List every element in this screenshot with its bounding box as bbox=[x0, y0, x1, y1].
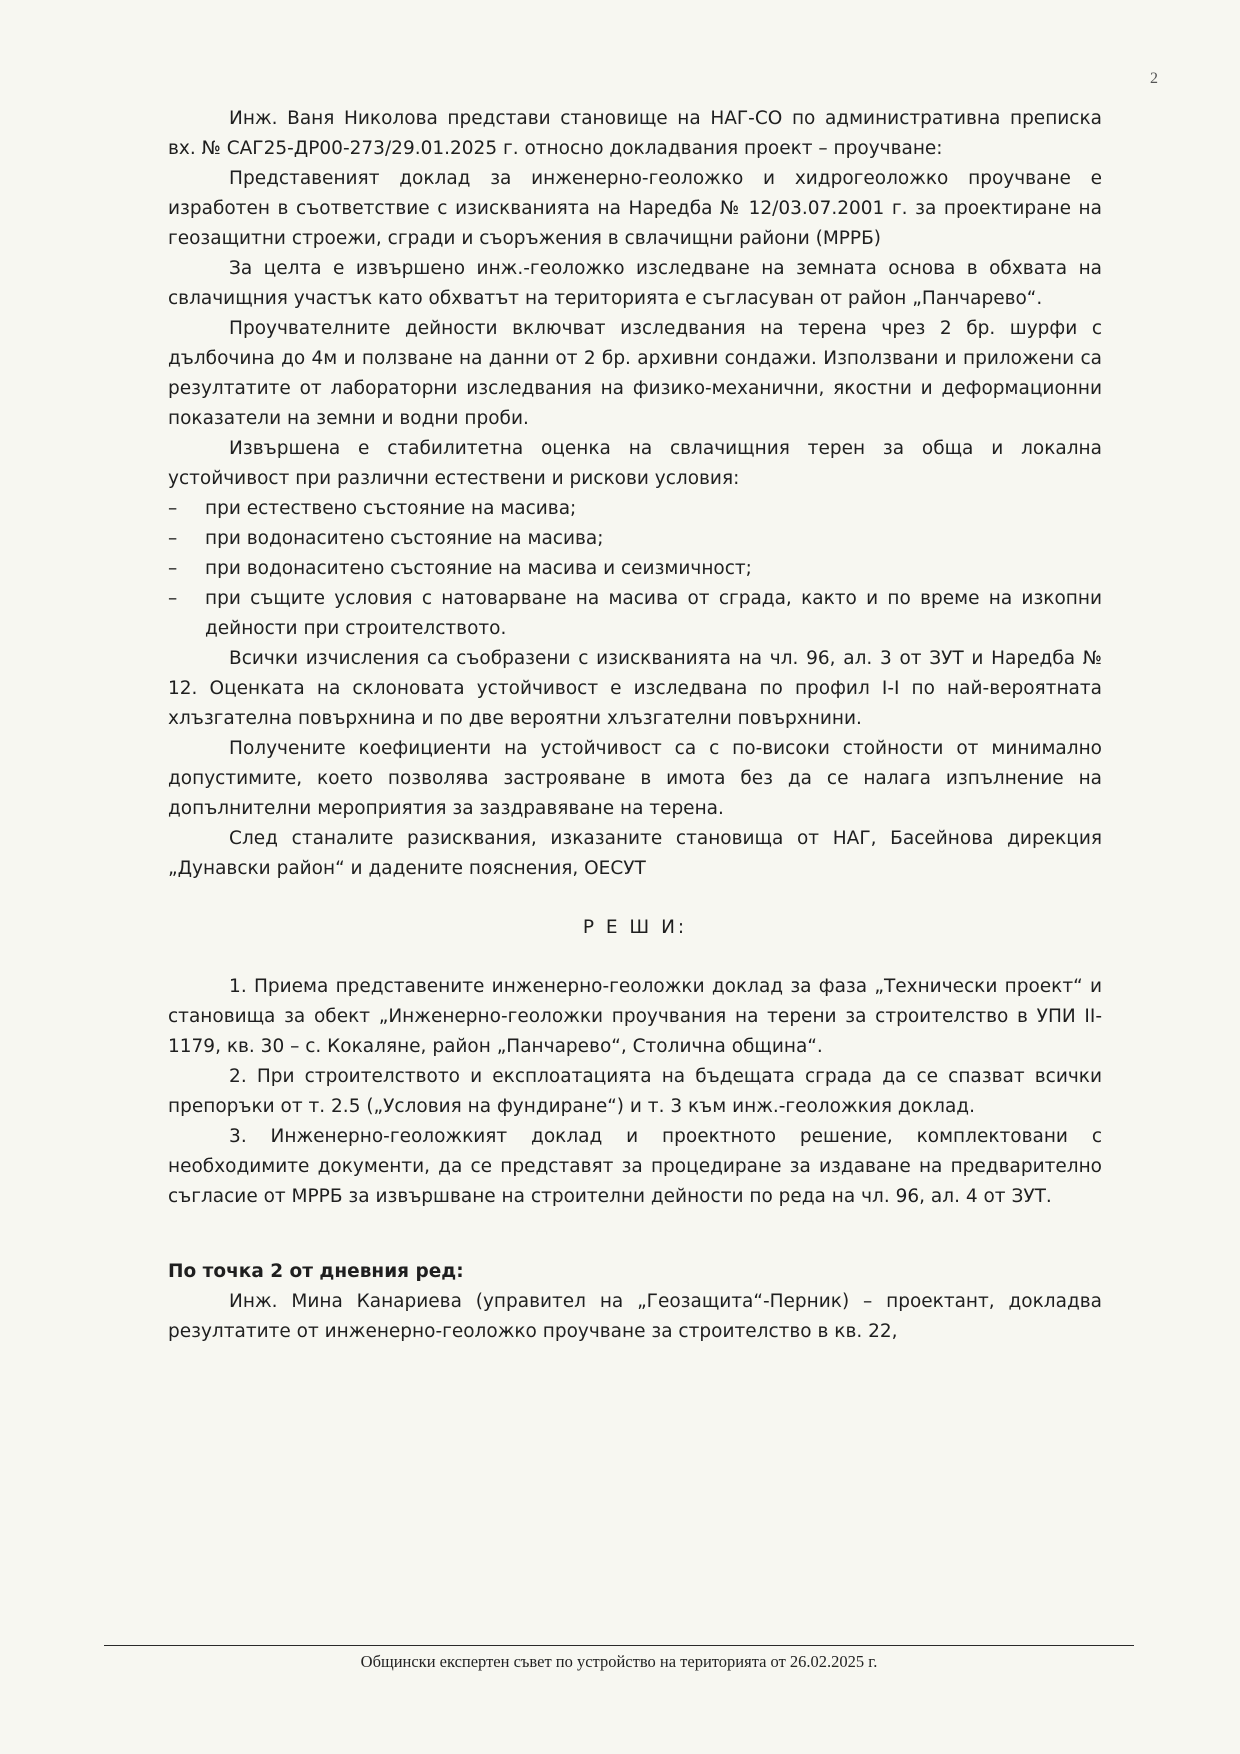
footer-divider bbox=[104, 1645, 1134, 1646]
list-item bbox=[168, 554, 1102, 584]
paragraph: Всички изчисления са съобразени с изискванията на чл. 96, ал. 3 от ЗУТ и Наредба № 12. Оценката на склоновата устойчивост е изследвана по профил I-I по най-вероятната хлъзгателна повърхнина и по две вероятни хлъзгателни повърхнини. bbox=[168, 648, 1102, 729]
list-item-text: при водонаситено състояние на масива и сеизмичност; bbox=[205, 558, 752, 579]
decision-item: 2. При строителството и експлоатацията на бъдещата сграда да се спазват всички препоръки от т. 2.5 („Условия на фундиране“) и т. 3 към инж.-геоложкия доклад. bbox=[168, 1066, 1102, 1117]
list-item-text: при същите условия с натоварване на масива от сграда, както и по време на изкопни дейности при строителството. bbox=[205, 588, 1102, 639]
list-item-text: при естествено състояние на масива; bbox=[205, 498, 577, 519]
decision-heading: Р Е Ш И: bbox=[582, 917, 688, 938]
page-number: 2 bbox=[1150, 70, 1158, 87]
conditions-list bbox=[168, 494, 1102, 644]
dash-marker: – bbox=[168, 588, 178, 609]
list-item bbox=[168, 524, 1102, 554]
list-item-text: при водонаситено състояние на масива; bbox=[205, 528, 604, 549]
paragraph: Получените коефициенти на устойчивост са с по-високи стойности от минимално допустимите, което позволява застрояване в имота без да се налага изпълнение на допълнителни мероприятия за заздравяване на терена. bbox=[168, 738, 1102, 819]
paragraph: Проучвателните дейности включват изследвания на терена чрез 2 бр. шурфи с дълбочина до 4м и ползване на данни от 2 бр. архивни сондажи. Използвани и приложени са резултатите от лабораторни изследвания на физико-механични, якостни и деформационни показатели на земни и водни проби. bbox=[168, 318, 1102, 429]
list-item bbox=[168, 584, 1102, 644]
decision-item: 1. Приема представените инженерно-геоложки доклад за фаза „Технически проект“ и становища за обект „Инженерно-геоложки проучвания на терени за строителство в УПИ II-1179, кв. 30 – с. Кокаляне, район „Панчарево“, Столична община“. bbox=[168, 976, 1102, 1057]
paragraph: За целта е извършено инж.-геоложко изследване на земната основа в обхвата на свлачищния участък като обхватът на територията е съгласуван от район „Панчарево“. bbox=[168, 258, 1102, 309]
dash-marker: – bbox=[168, 498, 178, 519]
paragraph: Извършена е стабилитетна оценка на свлачищния терен за обща и локална устойчивост при различни естествени и рискови условия: bbox=[168, 438, 1102, 489]
dash-marker: – bbox=[168, 528, 178, 549]
list-item bbox=[168, 494, 1102, 524]
paragraph: Инж. Мина Канариева (управител на „Геозащита“-Перник) – проектант, докладва резултатите от инженерно-геоложко проучване за строителство в кв. 22, bbox=[168, 1291, 1102, 1342]
paragraph: След станалите разисквания, изказаните становища от НАГ, Басейнова дирекция „Дунавски район“ и дадените пояснения, ОЕСУТ bbox=[168, 828, 1102, 879]
section-heading: По точка 2 от дневния ред: bbox=[168, 1261, 464, 1282]
paragraph: Представеният доклад за инженерно-геоложко и хидрогеоложко проучване е изработен в съответствие с изискванията на Наредба № 12/03.07.2001 г. за проектиране на геозащитни строежи, сгради и съоръжения в свлачищни райони (МРРБ) bbox=[168, 168, 1102, 249]
decision-item: 3. Инженерно-геоложкият доклад и проектното решение, комплектовани с необходимите документи, да се представят за процедиране за издаване на предварително съгласие от МРРБ за извършване на строителни дейности по реда на чл. 96, ал. 4 от ЗУТ. bbox=[168, 1126, 1102, 1207]
page-footer: Общински експертен съвет по устройство на територията от 26.02.2025 г. bbox=[360, 1652, 878, 1671]
dash-marker: – bbox=[168, 558, 178, 579]
document-body bbox=[168, 104, 1102, 1347]
paragraph: Инж. Ваня Николова представи становище на НАГ-СО по административна преписка вх. № САГ25-ДР00-273/29.01.2025 г. относно докладвания проект – проучване: bbox=[168, 108, 1102, 159]
